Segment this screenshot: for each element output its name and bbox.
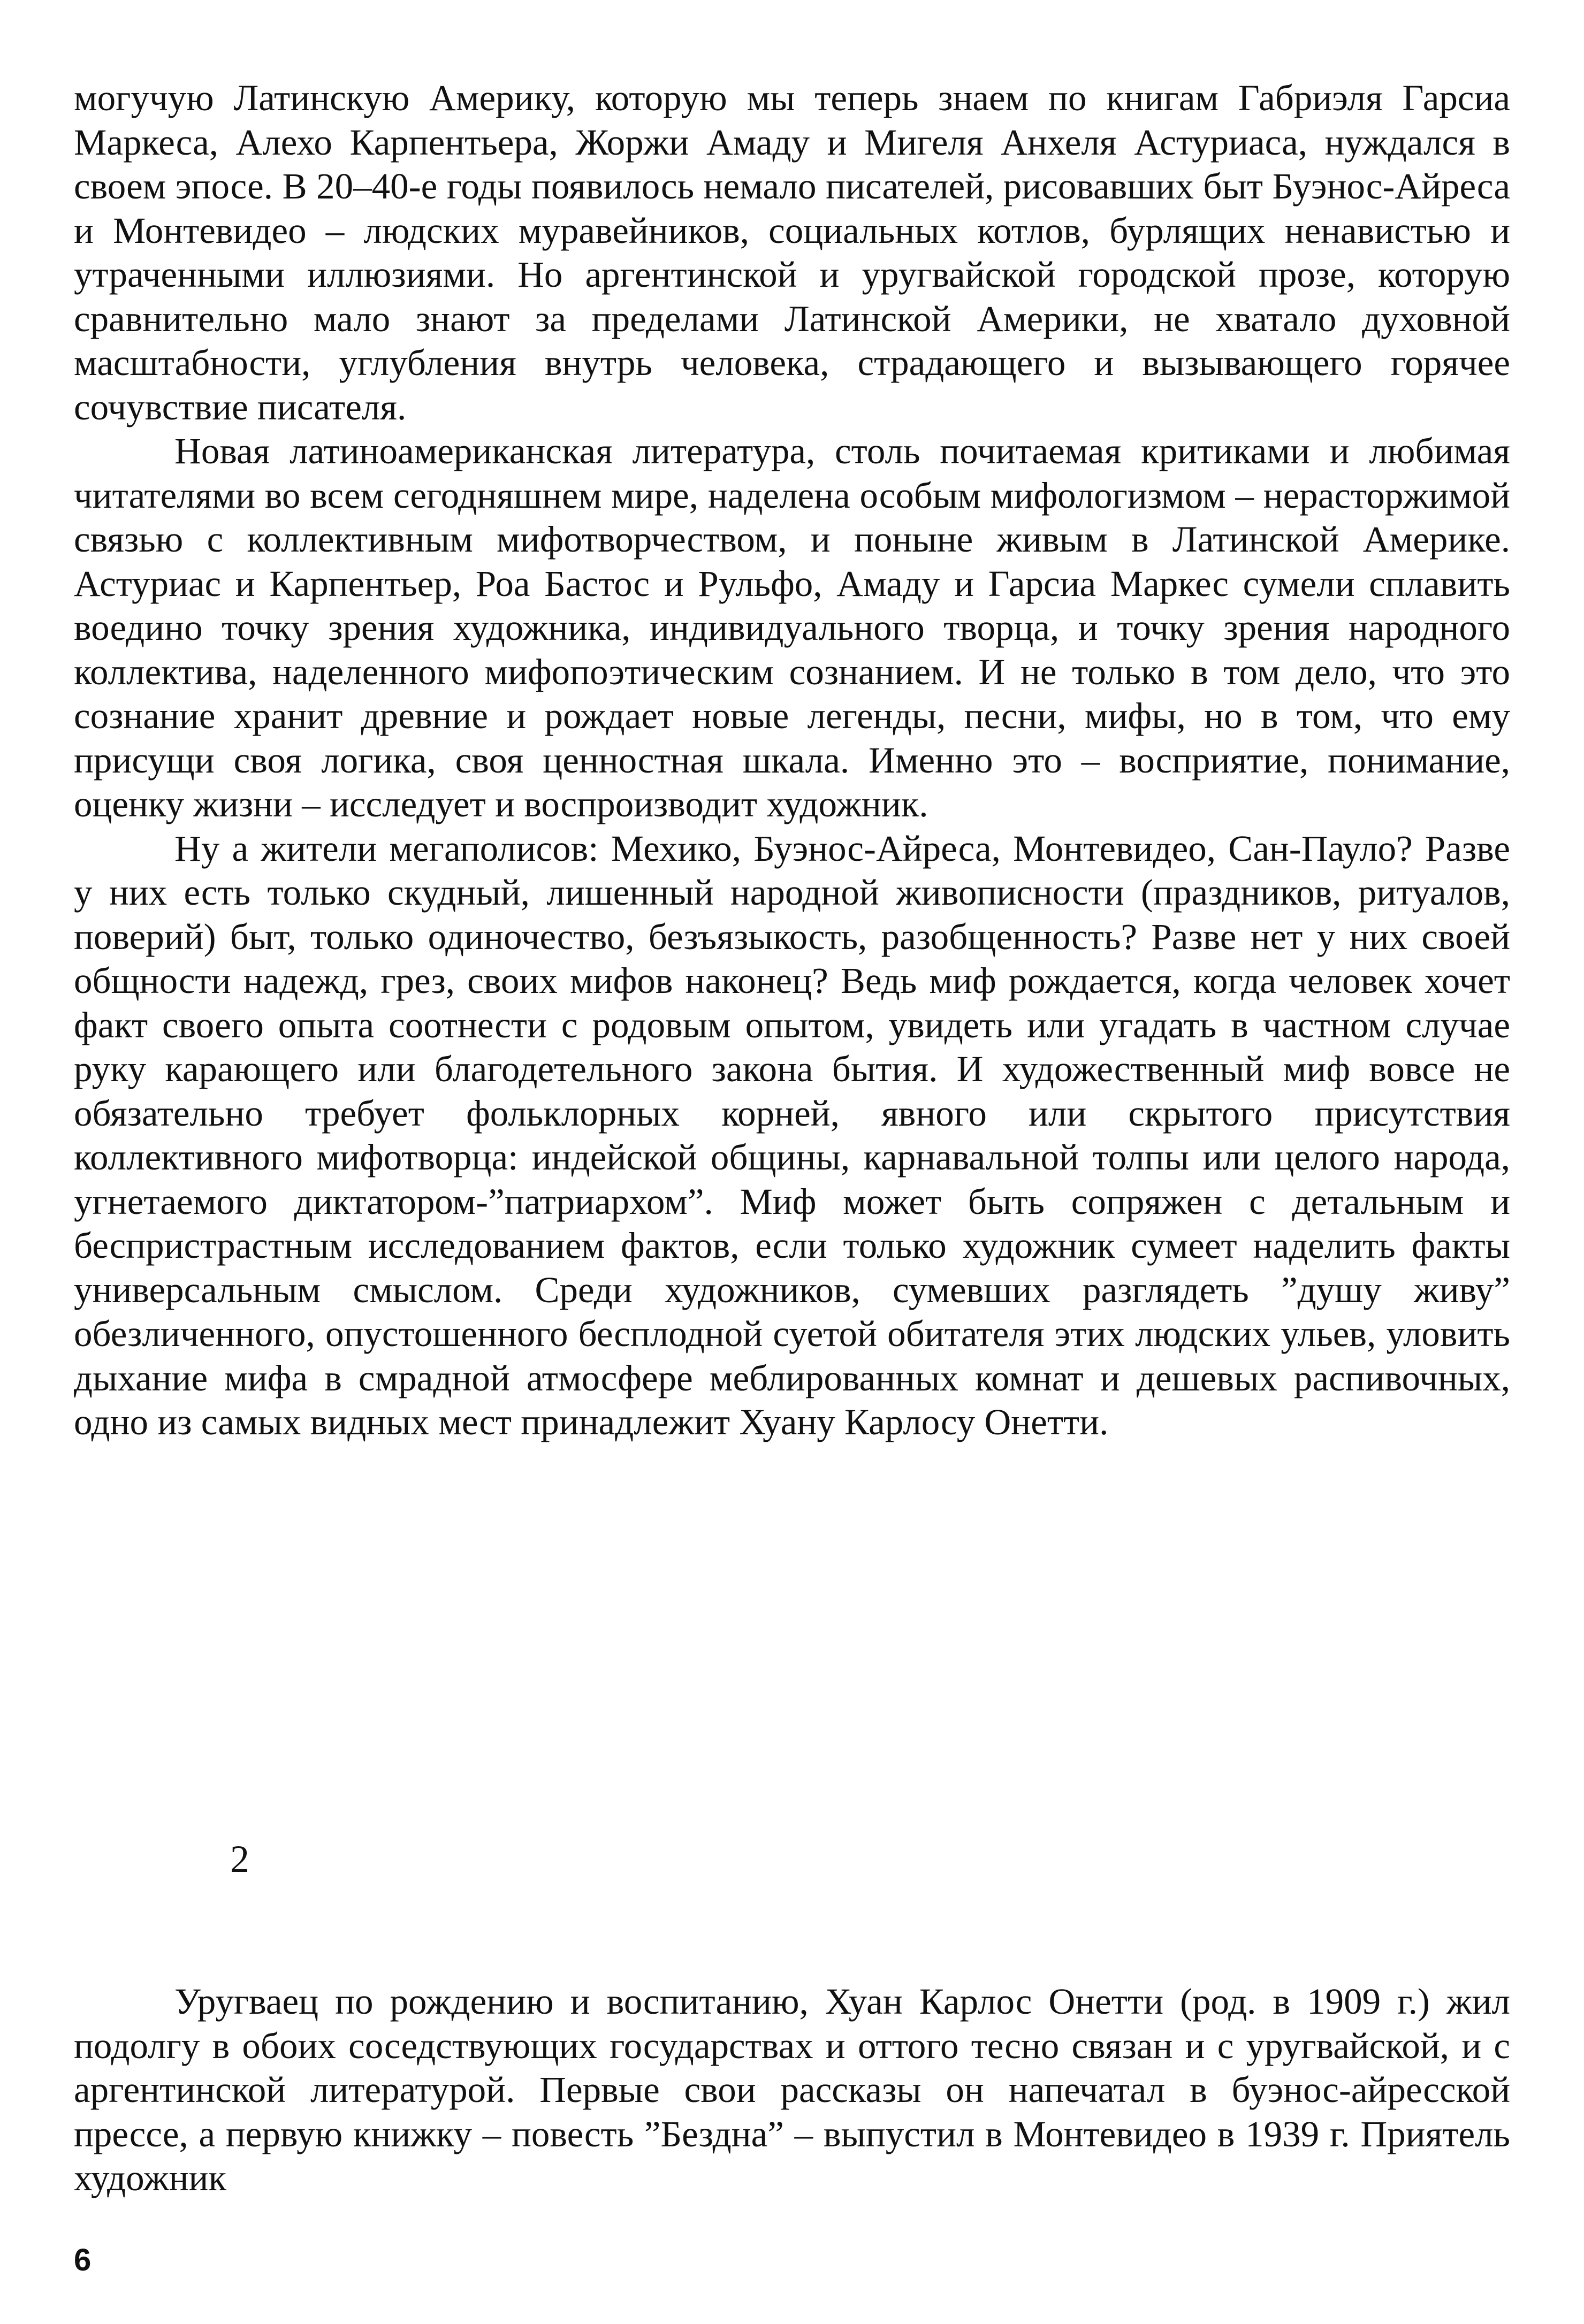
paragraph-2: Новая латиноамериканская литература, столь почитаемая критиками и любимая читателями во всем сегодняшнем мире, наделена особым мифологизмом – нерасторжимой связью с коллективным мифотворчеством, и поныне живым в Латинской Америке. Астуриас и Карпентьер, Роа Бастос и Рульфо, Амаду и Гарсиа Маркес сумели сплавить воедино точку зрения художника, индивидуального творца, и точку зрения народного коллектива, наделенного мифопоэтическим сознанием. И не только в том дело, что это сознание хранит древние и рождает новые легенды, песни, мифы, но в том, что ему присущи своя логика, своя ценностная шкала. Именно это – восприятие, понимание, оценку жизни – исследует и воспроизводит художник. xyxy=(74,431,1510,824)
page-number: 6 xyxy=(74,2243,92,2277)
paragraph-3: Ну а жители мегаполисов: Мехико, Буэнос-Айреса, Монтевидео, Сан-Паулo? Разве у них есть только скудный, лишенный народной живописности (праздников, ритуалов, поверий) быт, только одиночество, безъязыкость, разобщенность? Разве нет у них своей общности надежд, грез, своих мифов наконец? Ведь миф рождается, когда человек хочет факт своего опыта соотнести с родовым опытом, увидеть или угадать в частном случае руку карающего или благодетельного закона бытия. И художественный миф вовсе не обязательно требует фольклорных корней, явного или скрытого присутствия коллективного мифотворца: индейской общины, карнавальной толпы или целого народа, угнетаемого диктатором-”патриархом”. Миф может быть сопряжен с детальным и беспристрастным исследованием фактов, если только художник сумеет наделить факты универсальным смыслом. Среди художников, сумевших разглядеть ”душу живу” обезличенного, опустошенного бесплодной суетой обитателя этих людских ульев, уловить дыхание мифа в смрадной атмосфере меблированных комнат и дешевых распивочных, одно из самых видных мест принадлежит Хуану Карлосу Онетти. xyxy=(74,828,1510,1442)
paragraph-4: Уругваец по рождению и воспитанию, Хуан Карлос Онетти (род. в 1909 г.) жил подолгу в обоих соседствующих государствах и оттого тесно связан и с уругвайской, и с аргентинской литературой. Первые свои рассказы он напечатал в буэнос-айресской прессе, а первую книжку – повесть ”Бездна” – выпустил в Монтевидео в 1939 г. Приятель художник xyxy=(74,1981,1510,2198)
main-text-block xyxy=(74,76,1510,1444)
paragraph-1: могучую Латинскую Америку, которую мы теперь знаем по книгам Габриэля Гарсиа Маркеса, Алехо Карпентьера, Жоржи Амаду и Мигеля Анхеля Астуриаса, нуждался в своем эпосе. В 20–40-е годы появилось немало писателей, рисовавших быт Буэнос-Айреса и Монтевидео – людских муравейников, социальных котлов, бурлящих ненавистью и утраченными иллюзиями. Но аргентинской и уругвайской городской прозе, которую сравнительно мало знают за пределами Латинской Америки, не хватало духовной масштабности, углубления внутрь человека, страдающего и вызывающего горячее сочувствие писателя. xyxy=(74,78,1510,427)
section-2-text-block xyxy=(74,1979,1510,2200)
section-number: 2 xyxy=(230,1838,249,1880)
